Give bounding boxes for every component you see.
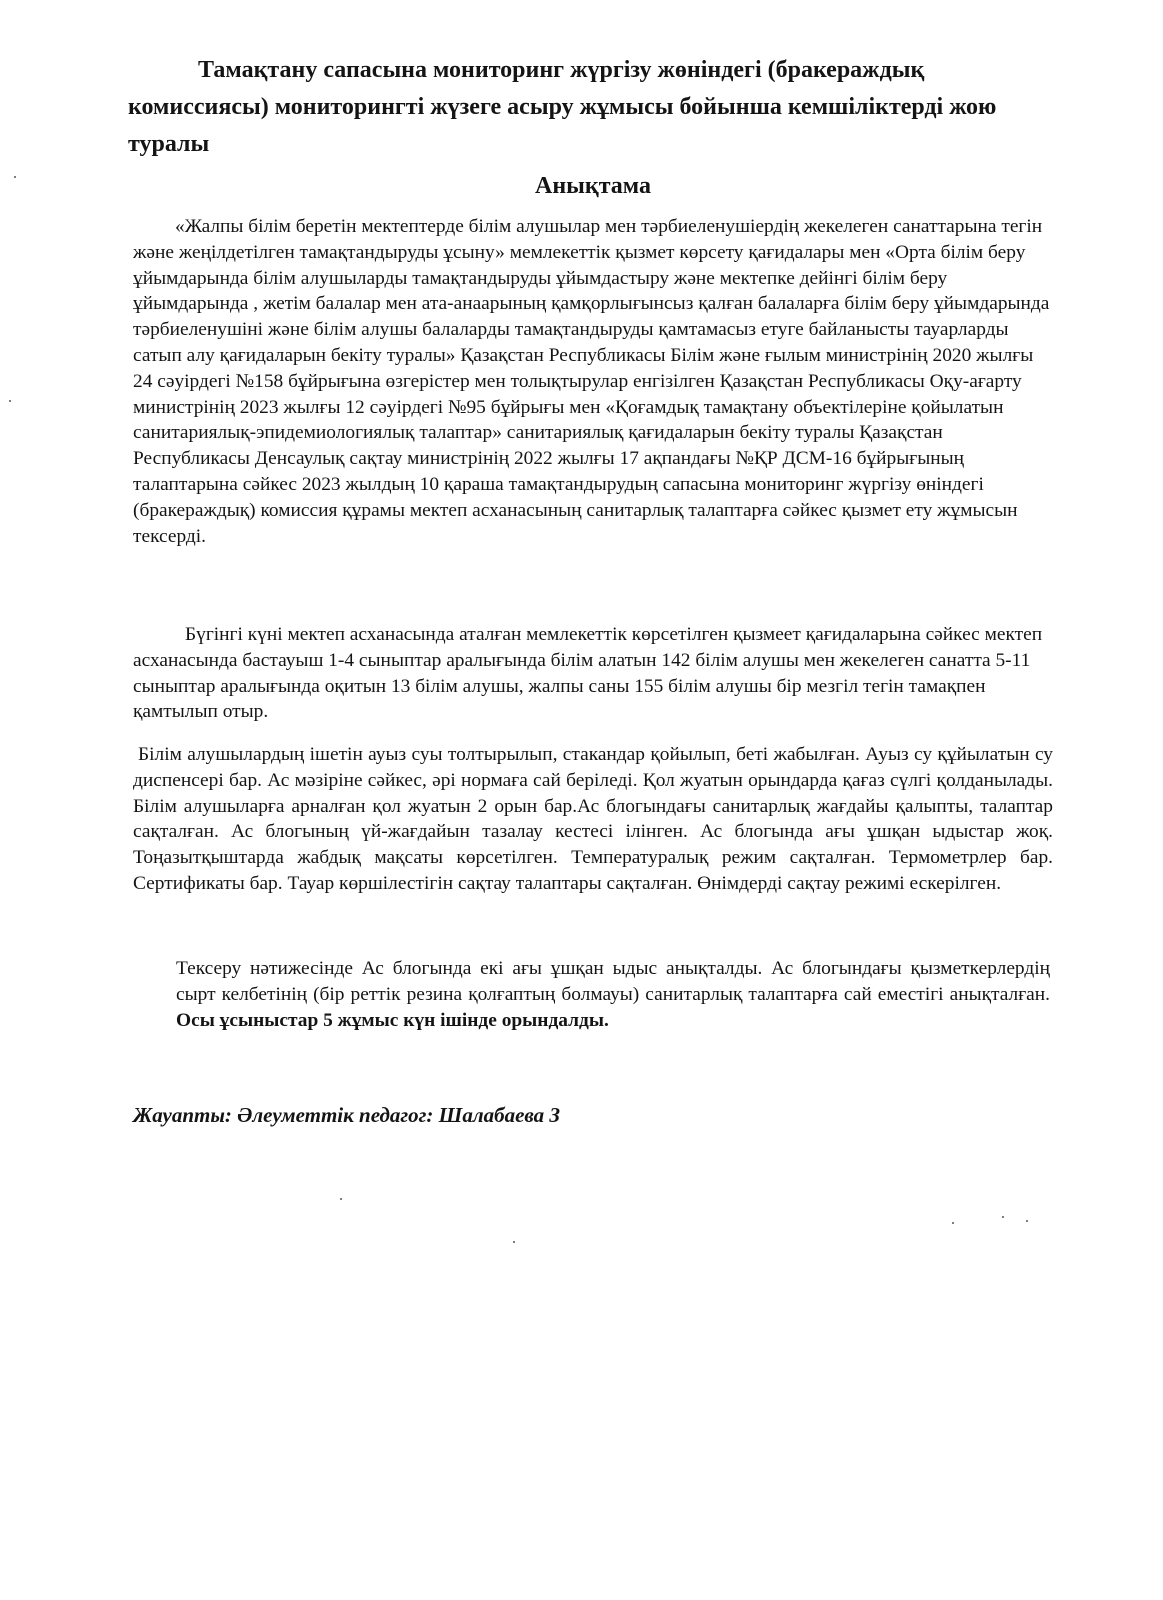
document-title: Тамақтану сапасына мониторинг жүргізу жөніндегі (бракераждық комиссиясы) мониторингті жүзеге асыру жұмысы бойынша кемшіліктерді жою туралы: [128, 57, 997, 157]
paragraph-inspection-result-conclusion: Осы ұсыныстар 5 жұмыс күн ішінде орындалды.: [176, 1009, 609, 1031]
scan-speck: [14, 176, 16, 178]
paragraph-legal-basis: «Жалпы білім беретін мектептерде білім алушылар мен тәрбиеленушіердің жекелеген санаттарына тегін және жеңілдетілген тамақтандыруды ұсыну» мемлекеттік қызмет көрсету қағидалары мен «Орта білім беру ұйымдарында білім алушыларды тамақтандыруды ұйымдастыру және мектепке дейінгі білім беру ұйымдарында , жетім балалар мен ата-анаарының қамқорлығынсыз қалған балаларға білім беру ұйымдарында тәрбиеленушіні және білім алушы балаларды тамақтандыруды қамтамасыз етуге байланысты тауарларды сатып алу қағидаларын бекіту туралы» Қазақстан Республикасы Білім және ғылым министрінің 2020 жылғы 24 сәуірдегі №158 бұйрығына өзгерістер мен толықтырулар енгізілген Қазақстан Республикасы Оқу-ағарту министрінің 2023 жылғы 12 сәуірдегі №95 бұйрығы мен «Қоғамдық тамақтану объектілеріне қойылатын санитариялық-эпидемиологиялық талаптар» санитариялық қағидаларын бекіту туралы Қазақстан Республикасы Денсаулық сақтау министрінің 2022 жылғы 17 ақпандағы №ҚР ДСМ-16 бұйрығының талаптарына сәйкес 2023 жылдың 10 қараша тамақтандырудың сапасына мониторинг жүргізу өніндегі (бракераждық) комиссия құрамы мектеп асханасының санитарлық талаптарға сәйкес қызмет ету жұмысын тексерді.: [133, 216, 1050, 547]
paragraph-inspection-result-text: Тексеру нәтижесінде Ас блогында екі ағы ұшқан ыдыс анықталды. Ас блогындағы қызметкерлердің сырт келбетінің (бір реттік резина қолғаптың болмауы) санитарлық талаптарға сай еместігі анықталған.: [176, 958, 1050, 1005]
scan-speck: [1026, 1220, 1028, 1222]
paragraph-inspection-result: [176, 956, 1050, 1033]
signature-line: Жауапты: Әлеуметтік педагог: Шалабаева З: [133, 1103, 561, 1127]
scan-speck: [513, 1241, 515, 1243]
paragraph-students-count: Бүгінгі күні мектеп асханасында аталған мемлекеттік көрсетілген қызмеет қағидаларына сәйкес мектеп асханасында бастауыш 1-4 сыныптар аралығында білім алатын 142 білім алушы мен жекелеген санатта 5-11 сыныптар аралығында оқитын 13 білім алушы, жалпы саны 155 білім алушы бір мезгіл тегін тамақпен қамтылып отыр.: [133, 624, 1043, 723]
scan-speck: [1002, 1216, 1004, 1218]
document-heading: Анықтама: [535, 173, 651, 199]
scan-speck: [952, 1222, 954, 1224]
scan-speck: [9, 400, 11, 402]
paragraph-inspection-findings: Білім алушылардың ішетін ауыз суы толтырылып, стакандар қойылып, беті жабылған. Ауыз су құйылатын су диспенсері бар. Ас мәзіріне сәйкес, әрі нормаға сай беріледі. Қол жуатын орындарда қағаз сүлгі қолданылады. Білім алушыларға арналған қол жуатын 2 орын бар.Ас блогындағы санитарлық жағдайы қалыпты, талаптар сақталған. Ас блогының үй-жағдайын тазалау кестесі ілінген. Ас блогында ағы ұшқан ыдыстар жоқ. Тоңазытқыштарда жабдық мақсаты көрсетілген. Температуралық режим сақталған. Термометрлер бар. Сертификаты бар. Тауар көршілестігін сақтау талаптары сақталған. Өнімдерді сақтау режимі ескерілген.: [133, 744, 1053, 894]
scan-speck: [340, 1198, 342, 1200]
